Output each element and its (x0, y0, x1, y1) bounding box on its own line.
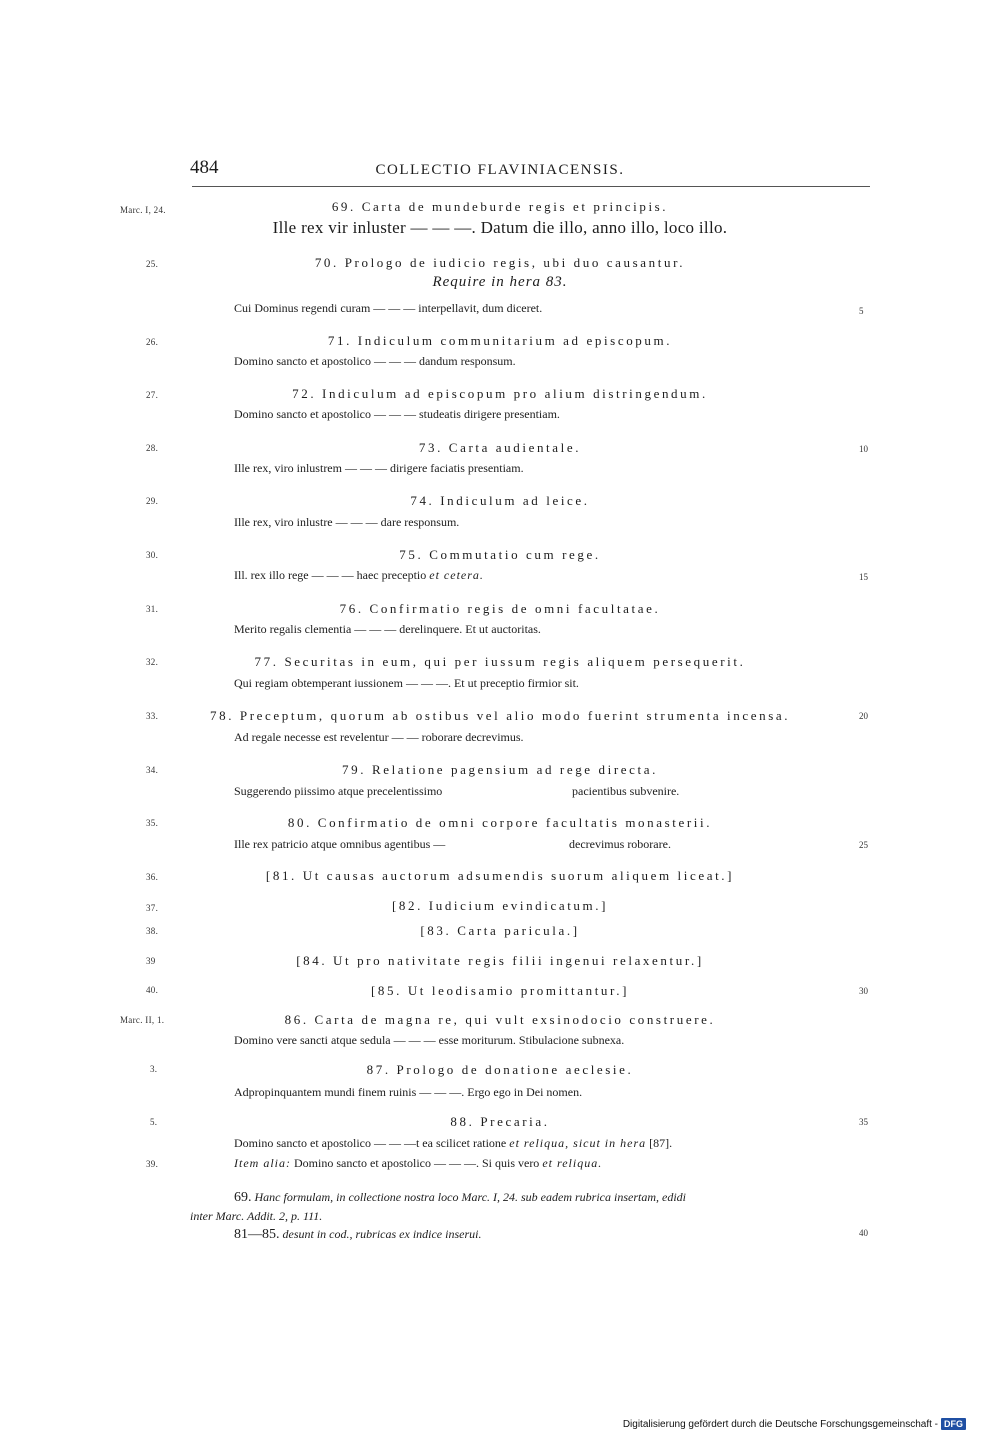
margin-ref: 5. (150, 1117, 158, 1127)
line-number: 40 (859, 1228, 868, 1238)
line-number: 25 (859, 840, 868, 850)
entry-text (234, 1136, 672, 1151)
margin-ref: 28. (146, 443, 159, 453)
footnote-continuation: inter Marc. Addit. 2, p. 111. (190, 1209, 323, 1223)
entry-heading: [83. Carta paricula.] (420, 923, 580, 938)
require-reference: Require in hera 83. (432, 274, 568, 290)
margin-ref: 3. (150, 1064, 158, 1074)
entry-text-part: Domino sancto et apostolico — — —t ea scilicet ratione (234, 1136, 507, 1150)
page-number: 484 (190, 157, 219, 178)
entry-text: Ille rex, viro inlustre — — — dare responsum. (234, 515, 460, 529)
entry-text (234, 568, 484, 583)
margin-ref: 25. (146, 259, 159, 269)
entry-text: Domino vere sancti atque sedula — — — esse moriturum. Stibulacione subnexa. (234, 1033, 625, 1047)
entry-heading: [82. Iudicium evindicatum.] (391, 898, 609, 913)
footnote-number: 81—85. (234, 1227, 280, 1242)
entry-text: Ad regale necesse est revelentur — — roborare decrevimus. (234, 730, 524, 744)
entry-heading: 88. Precaria. (450, 1114, 550, 1129)
entry-text: Adpropinquantem mundi finem ruinis — — —. Ergo ego in Dei nomen. (234, 1085, 583, 1099)
line-number: 20 (859, 711, 868, 721)
margin-ref: 36. (146, 872, 159, 882)
margin-ref: 30. (146, 550, 159, 560)
margin-ref: 33. (146, 711, 159, 721)
footnote (234, 1227, 481, 1243)
footnote-text: desunt in cod., rubricas ex indice inserui. (282, 1227, 482, 1241)
entry-text-italic: Item alia: (234, 1156, 291, 1170)
margin-ref: Marc. II, 1. (120, 1015, 165, 1025)
entry-heading: [84. Ut pro nativitate regis filii ingenui relaxentur.] (296, 953, 704, 968)
margin-ref: 39 (146, 956, 156, 966)
entry-heading: [85. Ut leodisamio promittantur.] (370, 983, 630, 998)
margin-ref: 27. (146, 390, 159, 400)
entry-text: Domino sancto et apostolico — — — studeatis dirigere presentiam. (234, 407, 560, 421)
entry-text: Domino sancto et apostolico — — — dandum responsum. (234, 354, 516, 368)
margin-ref: Marc. I, 24. (120, 205, 166, 215)
entry-text-part: Ill. rex illo rege — — — haec preceptio (234, 568, 427, 582)
entry-text-part: [87]. (649, 1136, 673, 1150)
margin-ref: 37. (146, 903, 159, 913)
entry-heading: 72. Indiculum ad episcopum pro alium distringendum. (292, 386, 708, 401)
margin-ref: 29. (146, 496, 159, 506)
entry-heading: 86. Carta de magna re, qui vult exsinodocio construere. (284, 1012, 716, 1027)
margin-ref: 34. (146, 765, 159, 775)
entry-heading: 69. Carta de mundeburde regis et principis. (331, 199, 669, 214)
dfg-logo: DFG (941, 1418, 966, 1430)
entry-heading: 75. Commutatio cum rege. (399, 547, 601, 562)
entry-text: pacientibus subvenire. (572, 784, 680, 798)
entry-heading: 71. Indiculum communitarium ad episcopum. (327, 333, 673, 348)
entry-text: decrevimus roborare. (569, 837, 671, 851)
entry-heading: 79. Relatione pagensium ad rege directa. (342, 762, 658, 777)
entry-text: Cui Dominus regendi curam — — — interpellavit, dum diceret. (234, 301, 543, 315)
entry-text-italic: et reliqua. (542, 1156, 603, 1170)
entry-text: Merito regalis clementia — — — derelinquere. Et ut auctoritas. (234, 622, 541, 636)
funding-text: Digitalisierung gefördert durch die Deutsche Forschungsgemeinschaft - (622, 1419, 938, 1430)
entry-text: Suggerendo piissimo atque precelentissimo (234, 784, 443, 798)
entry-heading: 87. Prologo de donatione aeclesie. (366, 1062, 634, 1077)
footnote (234, 1190, 686, 1206)
line-number: 30 (859, 986, 868, 996)
margin-ref: 35. (146, 818, 159, 828)
line-number: 35 (859, 1117, 868, 1127)
entry-heading: 74. Indiculum ad leice. (410, 493, 590, 508)
entry-heading: 77. Securitas in eum, qui per iussum regis aliquem persequerit. (254, 654, 746, 669)
entry-text-italic: et cetera. (429, 568, 484, 582)
header-rule (192, 186, 870, 187)
entry-heading: 73. Carta audientale. (418, 440, 582, 455)
entry-text-alt (234, 1156, 602, 1171)
margin-ref: 40. (146, 985, 159, 995)
margin-ref: 39. (146, 1159, 159, 1169)
entry-text: Qui regiam obtemperant iussionem — — —. Et ut preceptio firmior sit. (234, 676, 579, 690)
margin-ref: 32. (146, 657, 159, 667)
entry-text: Ille rex, viro inlustrem — — — dirigere faciatis presentiam. (234, 461, 524, 475)
margin-ref: 38. (146, 926, 159, 936)
funding-footer (623, 1418, 966, 1430)
line-number: 10 (859, 444, 868, 454)
entry-text: Ille rex patricio atque omnibus agentibus — (234, 837, 446, 851)
entry-heading: 78. Preceptum, quorum ab ostibus vel alio modo fuerint strumenta incensa. (210, 708, 791, 723)
entry-text-italic: et reliqua, sicut in hera (509, 1136, 647, 1150)
entry-heading: 76. Confirmatio regis de omni facultatae. (339, 601, 661, 616)
line-number: 15 (859, 572, 868, 582)
entry-heading: 70. Prologo de iudicio regis, ubi duo causantur. (314, 255, 686, 270)
margin-ref: 26. (146, 337, 159, 347)
entry-text-part: Domino sancto et apostolico — — —. Si quis vero (294, 1156, 540, 1170)
margin-ref: 31. (146, 604, 159, 614)
running-title: COLLECTIO FLAVINIACENSIS. (375, 162, 625, 178)
entry-text: Ille rex vir inluster — — —. Datum die illo, anno illo, loco illo. (272, 218, 728, 237)
line-number: 5 (859, 306, 864, 316)
entry-heading: [81. Ut causas auctorum adsumendis suorum aliquem liceat.] (265, 868, 735, 883)
entry-heading: 80. Confirmatio de omni corpore facultatis monasterii. (287, 815, 713, 830)
footnote-text: Hanc formulam, in collectione nostra loco Marc. I, 24. sub eadem rubrica insertam, edidi (254, 1190, 686, 1204)
footnote-number: 69. (234, 1190, 252, 1205)
